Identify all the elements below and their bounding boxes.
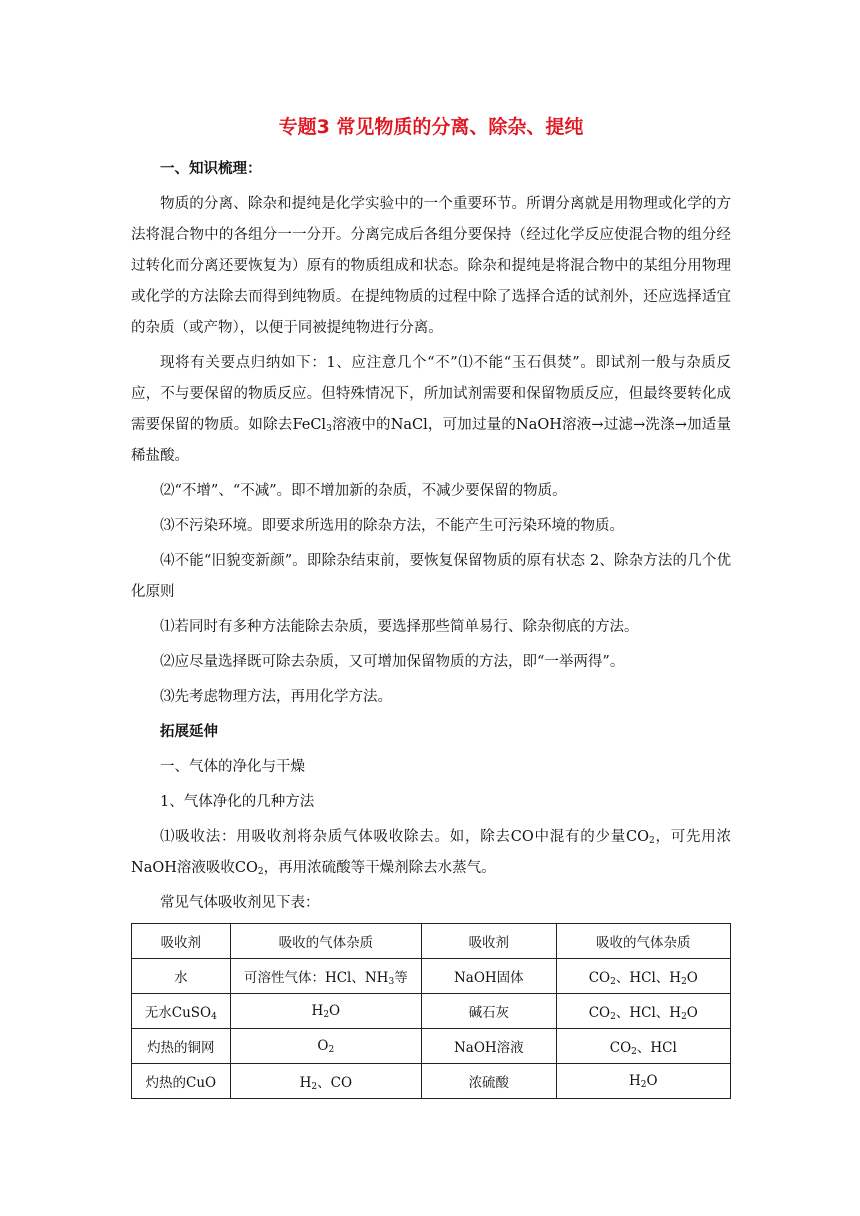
table-cell [556, 959, 730, 994]
table-cell: NaOH溶液 [422, 1029, 557, 1064]
table-cell: NaOH固体 [422, 959, 557, 994]
section-heading-knowledge: 一、知识梳理： [160, 161, 262, 177]
table-row [132, 1029, 731, 1064]
subscript: 2 [257, 867, 264, 877]
paragraph-principle-2: ⑵应尽量选择既可除去杂质，又可增加保留物质的方法，即“一举两得”。 [160, 654, 625, 670]
text-run: H [299, 1075, 312, 1091]
table-cell [230, 1029, 421, 1064]
subscript: 2 [640, 1080, 647, 1090]
subscript: 2 [681, 1012, 687, 1022]
text-run: CO [609, 1040, 632, 1056]
table-header-cell: 吸收剂 [132, 924, 231, 959]
text-run: O [686, 1005, 698, 1021]
table-cell: 浓硫酸 [422, 1064, 557, 1099]
text-run: 、HCl [636, 1040, 677, 1056]
text-run: O [317, 1038, 329, 1054]
table-cell: 灼热的铜网 [132, 1029, 231, 1064]
paragraph-no-pollution: ⑶不污染环境。即要求所选用的除杂方法，不能产生可污染环境的物质。 [160, 518, 624, 534]
paragraph-intro: 物质的分离、除杂和提纯是化学实验中的一个重要环节。所谓分离就是用物理或化学的方法将混合物中的各组分一一分开。分离完成后各组分要保持（经过化学反应使混合物的组分经过转化而分离还要恢复为）原有的物质组成和状态。除杂和提纯是将混合物中的某组分用物理或化学的方法除去而得到纯物质。在提纯物质的过程中除了选择合适的试剂外，还应选择适宜的杂质（或产物），以便于同被提纯物进行分离。 [131, 196, 731, 336]
subscript: 2 [323, 1010, 330, 1020]
table-cell [132, 994, 231, 1029]
paragraph-no-add: ⑵“不增”、“不减”。即不增加新的杂质，不减少要保留的物质。 [160, 483, 567, 499]
subscript: 2 [649, 836, 655, 846]
paragraph-restore-state: ⑷不能“旧貌变新颜”。即除杂结束前，要恢复保留物质的原有状态 2、除杂方法的几个优化原则 [131, 553, 731, 600]
text-run: 可溶性气体：HCl、NH [243, 970, 389, 986]
subscript: 4 [211, 1012, 217, 1022]
text-run: O [646, 1073, 658, 1089]
table-row [132, 1064, 731, 1099]
document-content [131, 112, 731, 1099]
text-run: 、CO [317, 1075, 353, 1091]
text-run: H [311, 1003, 324, 1019]
text-run: 、HCl、H [615, 1005, 682, 1021]
subscript: 3 [388, 977, 395, 987]
subscript: 2 [610, 1012, 616, 1022]
text-run: O [686, 970, 698, 986]
table-cell: 水 [132, 959, 231, 994]
subscript: 2 [631, 1047, 637, 1057]
table-caption: 常见气体吸收剂见下表： [160, 895, 320, 911]
table-cell [230, 959, 421, 994]
paragraph-purification-methods: 1、气体净化的几种方法 [160, 794, 315, 810]
text-run: CO [588, 970, 611, 986]
text-run: 无水CuSO [144, 1005, 212, 1021]
paragraph-gas-purification: 一、气体的净化与干燥 [160, 759, 305, 775]
table-cell [556, 1064, 730, 1099]
text-run: ，可先用浓NaOH溶液吸收CO [131, 829, 732, 876]
table-header-cell: 吸收的气体杂质 [230, 924, 421, 959]
document-title: 专题3 常见物质的分离、除杂、提纯 [278, 116, 584, 138]
table-cell [230, 994, 421, 1029]
table-header-cell: 吸收剂 [422, 924, 557, 959]
text-run: 、HCl、H [615, 970, 682, 986]
table-cell: 灼热的CuO [132, 1064, 231, 1099]
table-header-cell: 吸收的气体杂质 [556, 924, 730, 959]
text-run: 溶液中的NaCl，可加过量的NaOH溶液→过滤→洗涤→加适量稀盐酸。 [131, 417, 731, 464]
text-run: ⑴吸收法：用吸收剂将杂质气体吸收除去。如，除去CO中混有的少量CO [160, 829, 650, 845]
section-heading-extension: 拓展延伸 [160, 724, 218, 740]
subscript: 3 [326, 424, 332, 434]
table-header-row [132, 924, 731, 959]
paragraph-principle-1: ⑴若同时有多种方法能除去杂质，要选择那些简单易行、除杂彻底的方法。 [160, 619, 639, 635]
paragraph-principle-3: ⑶先考虑物理方法，再用化学方法。 [160, 689, 392, 705]
subscript: 2 [681, 977, 687, 987]
text-run: CO [588, 1005, 611, 1021]
paragraph-absorption-method [131, 822, 731, 884]
paragraph-key-points [131, 348, 731, 472]
subscript: 2 [610, 977, 616, 987]
table-cell [556, 994, 730, 1029]
text-run: H [629, 1073, 641, 1089]
text-run: 现将有关要点归纳如下：1、应注意几个“不”⑴不能“玉石俱焚”。即试剂一般与杂质反应，不与要保留的物质反应。但特殊情况下，所加试剂需要和保留物质反应，但最终要转化成需要保留的物质。如除去FeCl [131, 355, 731, 433]
text-run: ，再用浓硫酸等干燥剂除去水蒸气。 [263, 860, 496, 876]
subscript: 2 [328, 1045, 335, 1055]
text-run: O [329, 1003, 341, 1019]
subscript: 2 [311, 1082, 318, 1092]
table-row [132, 994, 731, 1029]
table-cell [556, 1029, 730, 1064]
absorbent-table [131, 923, 731, 1099]
table-row [132, 959, 731, 994]
table-cell [230, 1064, 421, 1099]
table-cell: 碱石灰 [422, 994, 557, 1029]
text-run: 等 [394, 970, 408, 986]
